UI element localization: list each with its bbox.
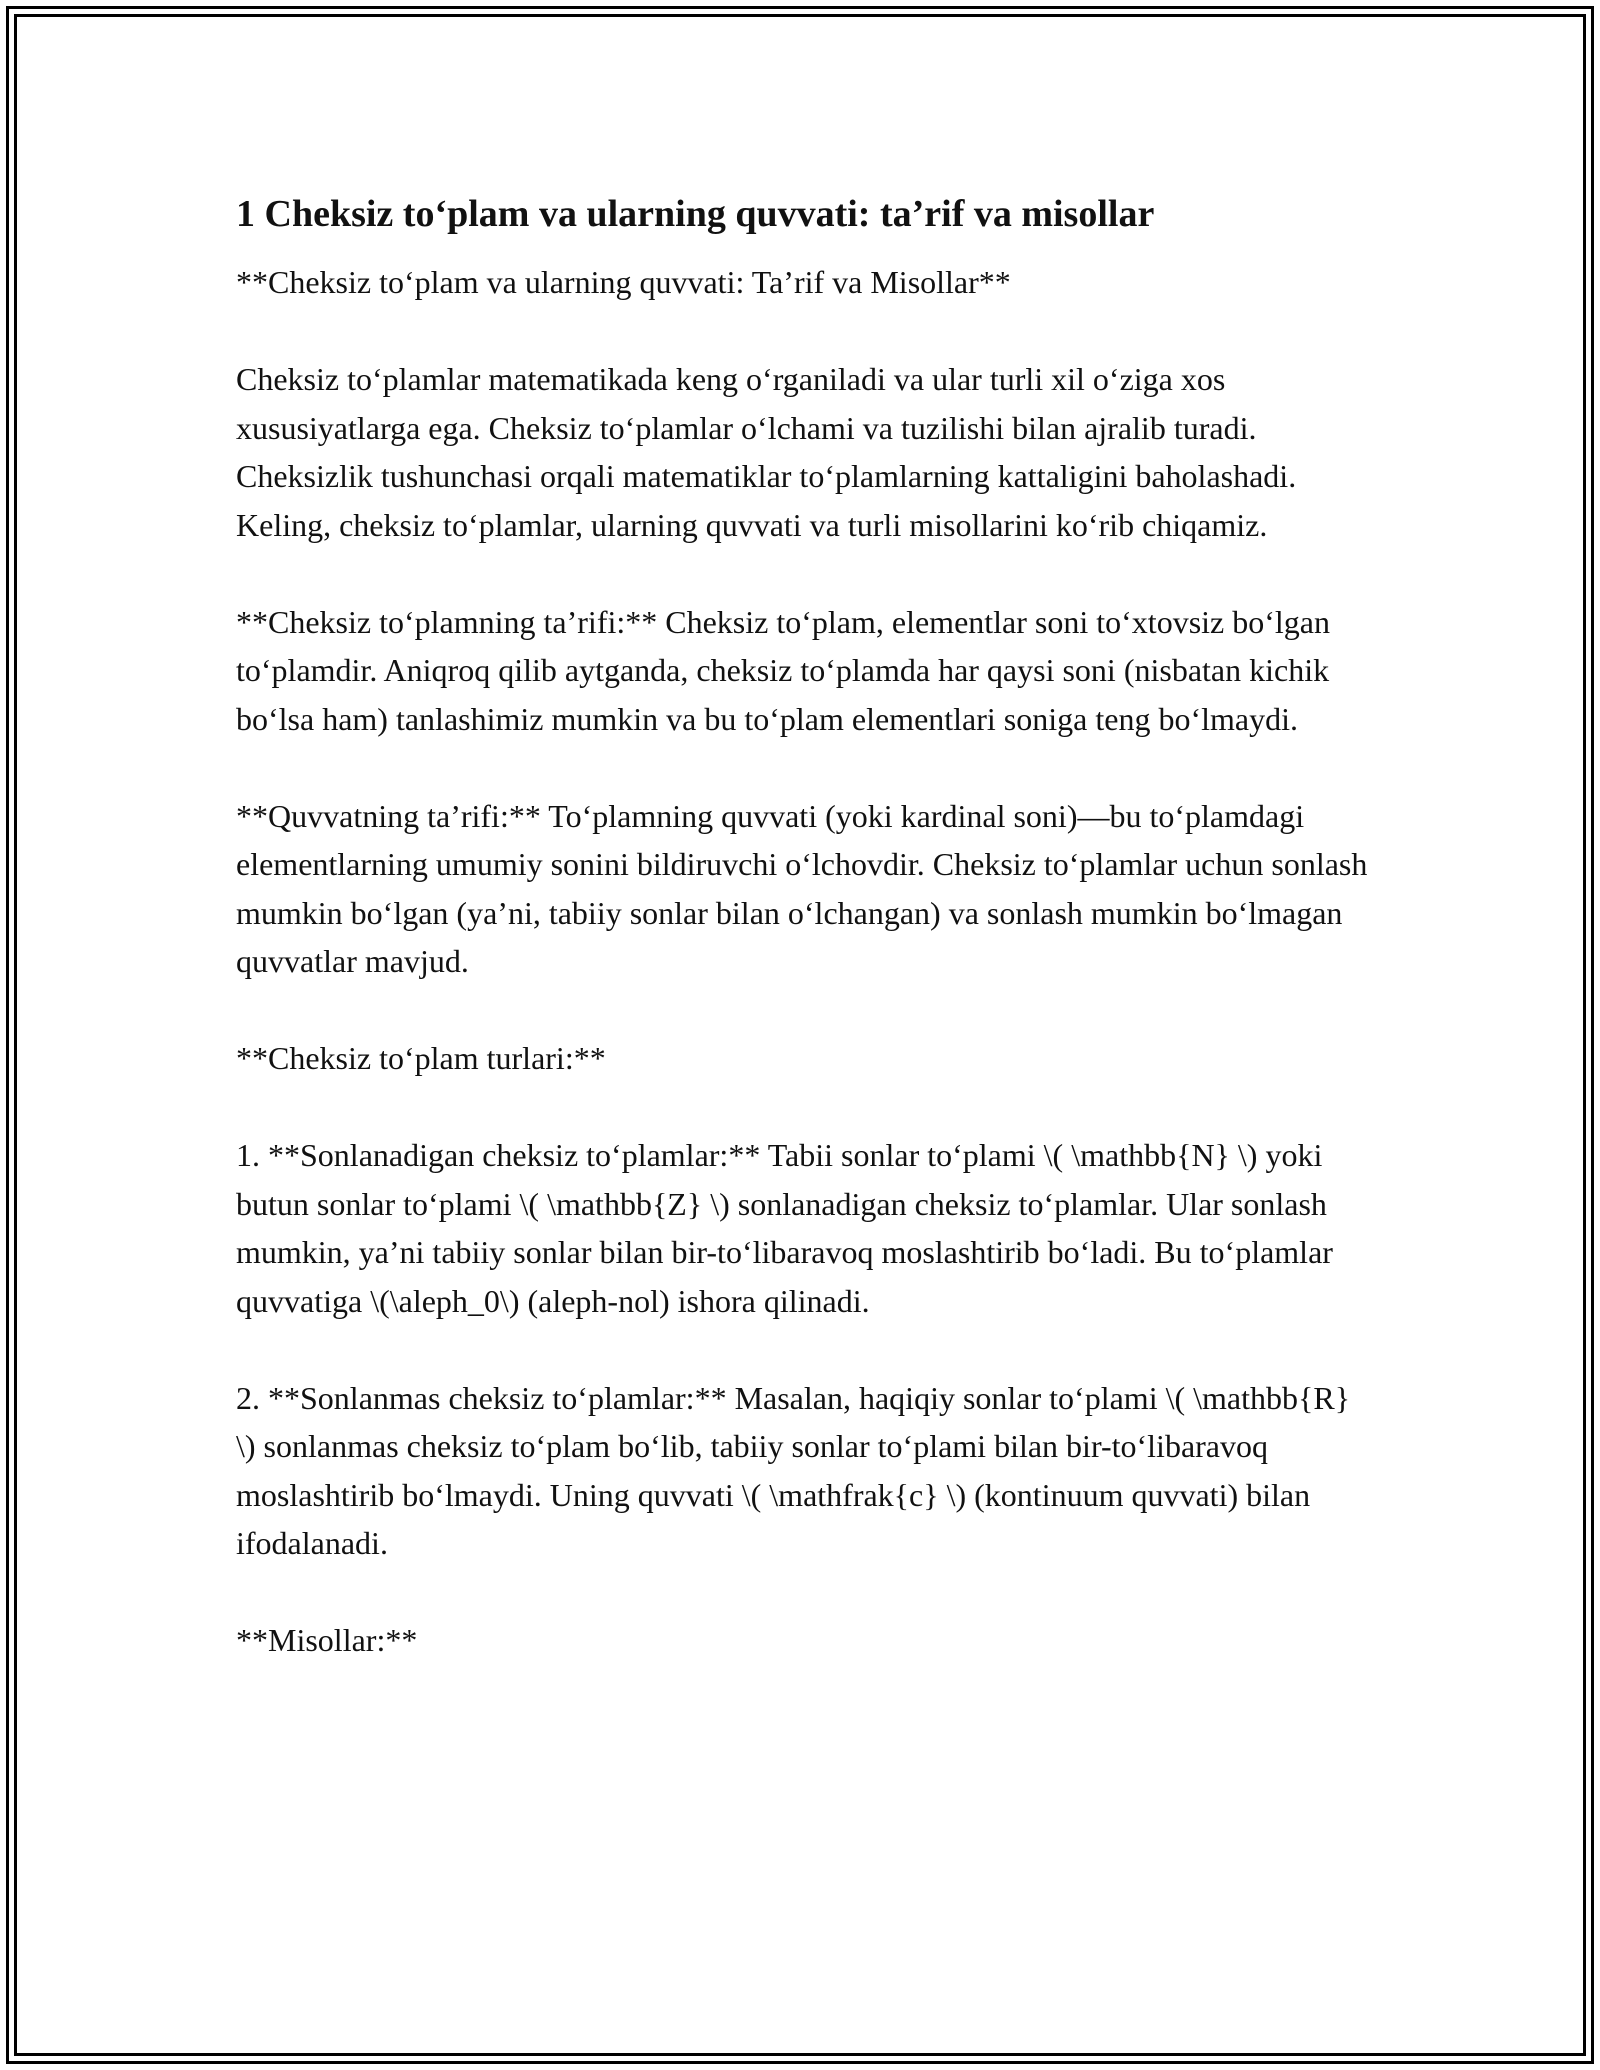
paragraph-intro: Cheksiz to‘plamlar matematikada keng o‘rganiladi va ular turli xil o‘ziga xos xususiyatlarga ega. Cheksiz to‘plamlar o‘lchami va tuzilishi bilan ajralib turadi. Cheksizlik tushunchasi orqali matematiklar to‘plamlarning kattaligini baholashadi. Keling, cheksiz to‘plamlar, ularning quvvati va turli misollarini ko‘rib chiqamiz.: [236, 361, 1297, 543]
paragraph-heading-bold: **Cheksiz to‘plam va ularning quvvati: Ta’rif va Misollar**: [236, 264, 1011, 300]
document-body: [236, 188, 1368, 1665]
paragraph-uncountable-sets: 2. **Sonlanmas cheksiz to‘plamlar:** Masalan, haqiqiy sonlar to‘plami \( \mathbb{R} \) sonlanmas cheksiz to‘plam bo‘lib, tabiiy sonlar to‘plami bilan bir-to‘libaravoq moslashtirib bo‘lmaydi. Uning quvvati \( \mathfrak{c} \) (kontinuum quvvati) bilan ifodalanadi.: [236, 1379, 1351, 1561]
document-title: 1 Cheksiz to‘plam va ularning quvvati: ta’rif va misollar: [236, 193, 1155, 235]
paragraph-countable-sets: 1. **Sonlanadigan cheksiz to‘plamlar:** Tabii sonlar to‘plami \( \mathbb{N} \) yoki butun sonlar to‘plami \( \mathbb{Z} \) sonlanadigan cheksiz to‘plamlar. Ular sonlash mumkin, ya’ni tabiiy sonlar bilan bir-to‘libaravoq moslashtirib bo‘ladi. Bu to‘plamlar quvvatiga \(\aleph_0\) (aleph-nol) ishora qilinadi.: [236, 1137, 1333, 1319]
paragraph-cardinality-definition: **Quvvatning ta’rifi:** To‘plamning quvvati (yoki kardinal soni)—bu to‘plamdagi elementlarning umumiy sonini bildiruvchi o‘lchovdir. Cheksiz to‘plamlar uchun sonlash mumkin bo‘lgan (ya’ni, tabiiy sonlar bilan o‘lchangan) va sonlash mumkin bo‘lmagan quvvatlar mavjud.: [236, 797, 1368, 979]
paragraph-types-heading: **Cheksiz to‘plam turlari:**: [236, 1040, 606, 1076]
paragraph-infinite-set-definition: **Cheksiz to‘plamning ta’rifi:** Cheksiz to‘plam, elementlar soni to‘xtovsiz bo‘lgan to‘plamdir. Aniqroq qilib aytganda, cheksiz to‘plamda har qaysi soni (nisbatan kichik bo‘lsa ham) tanlashimiz mumkin va bu to‘plam elementlari soniga teng bo‘lmaydi.: [236, 603, 1330, 737]
paragraph-examples-heading: **Misollar:**: [236, 1622, 418, 1658]
